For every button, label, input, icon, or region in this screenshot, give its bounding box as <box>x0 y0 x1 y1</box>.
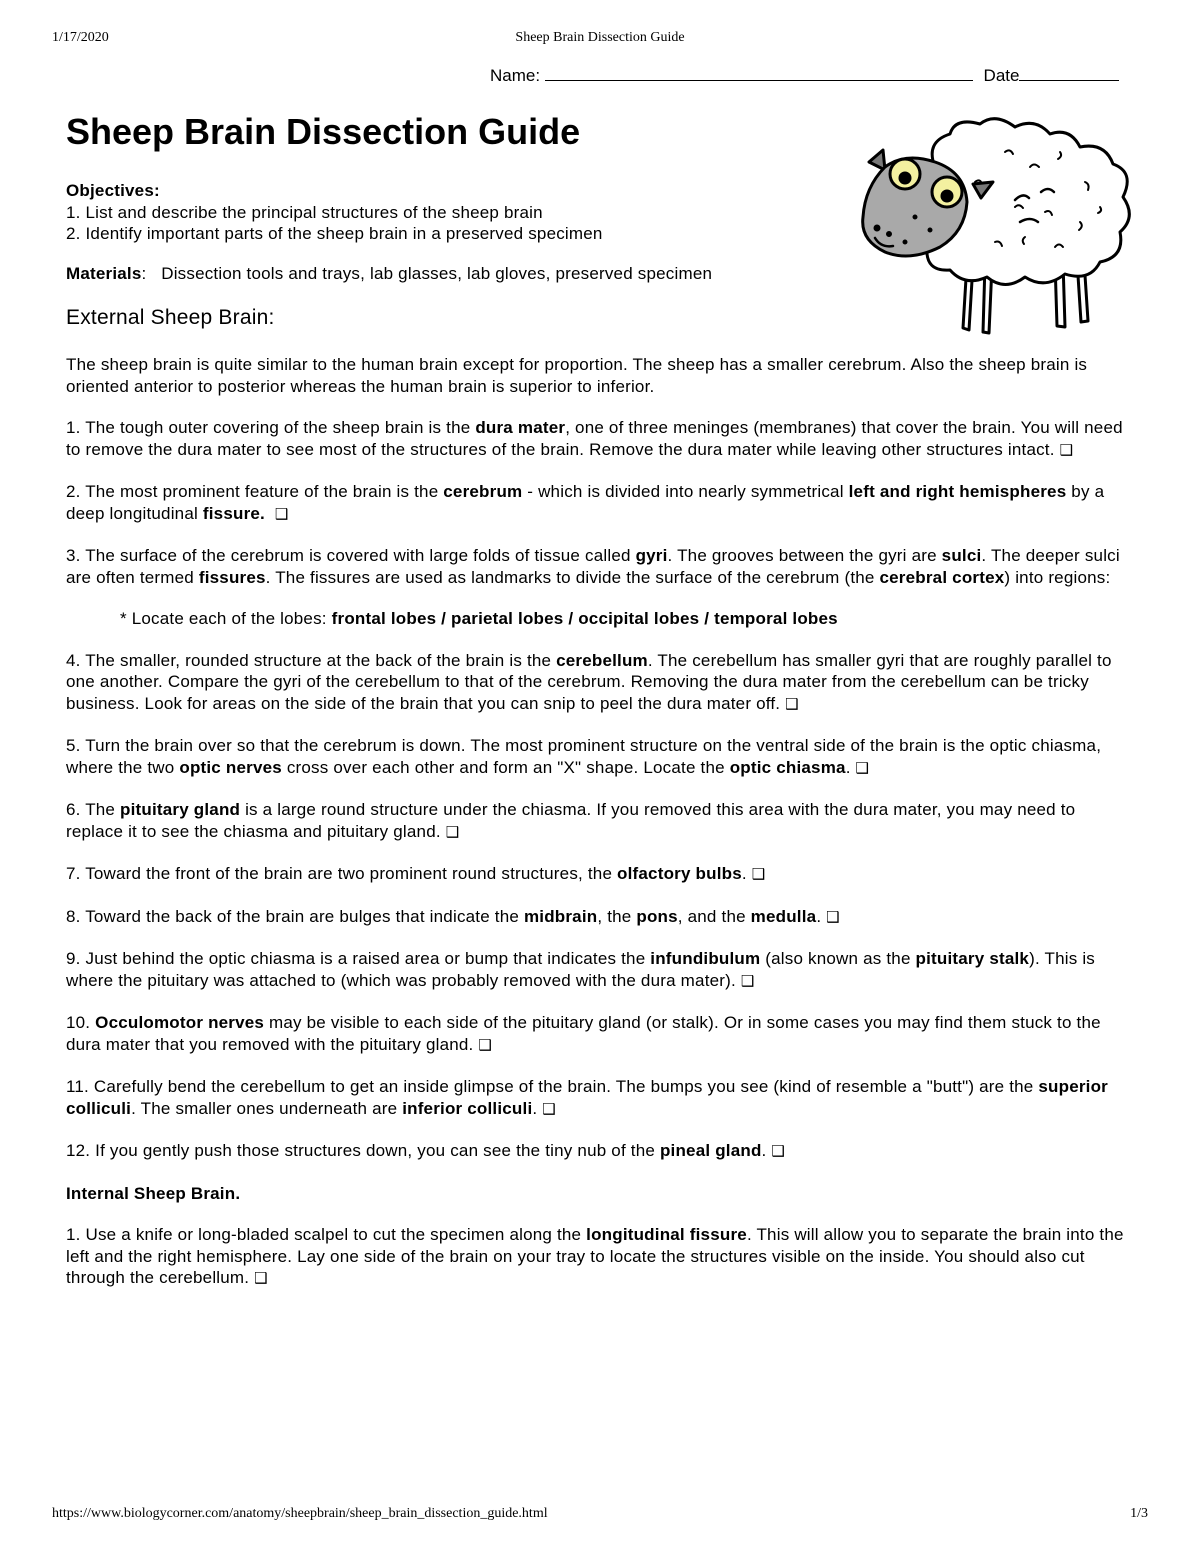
step-2: 2. The most prominent feature of the brain is the cerebrum - which is divided into nearly symmetrical left and right hemispheres by a deep longitudinal fissure. ❑ <box>66 482 1105 523</box>
external-heading: External Sheep Brain: <box>66 306 275 329</box>
checkbox-icon[interactable]: ❑ <box>751 865 766 883</box>
document-body <box>66 108 1136 1290</box>
checkbox-icon[interactable]: ❑ <box>1059 440 1074 459</box>
step-11: 11. Carefully bend the cerebellum to get an inside glimpse of the brain. The bumps you see (kind of resemble a "butt") are the superior colliculi. The smaller ones underneath are inferior colliculi. ❑ <box>66 1077 1108 1118</box>
step-8: 8. Toward the back of the brain are bulges that indicate the midbrain, the pons, and the medulla. ❑ <box>66 906 840 926</box>
checkbox-icon[interactable]: ❑ <box>445 822 460 841</box>
date-field[interactable] <box>1019 66 1119 81</box>
step-3: 3. The surface of the cerebrum is covered with large folds of tissue called gyri. The grooves between the gyri are sulci. The deeper sulci are often termed fissures. The fissures are used as landmarks to divide the surface of the cerebrum (the cerebral cortex) into regions: <box>66 546 1120 587</box>
print-title: Sheep Brain Dissection Guide <box>515 30 685 45</box>
step-10: 10. Occulomotor nerves may be visible to each side of the pituitary gland (or stalk). Or in some cases you may find them stuck to the dura mater that you removed with the pituitary gland. ❑ <box>66 1013 1101 1054</box>
internal-step-1: 1. Use a knife or long-bladed scalpel to cut the specimen along the longitudinal fissure. This will allow you to separate the brain into the left and the right hemisphere. Lay one side of the brain on your tray to locate the structures visible on the inside. You should also cut through the cerebellum. ❑ <box>66 1225 1124 1287</box>
page-number: 1/3 <box>1130 1506 1148 1521</box>
objective-item: 1. List and describe the principal structures of the sheep brain <box>66 202 543 222</box>
checkbox-icon[interactable]: ❑ <box>542 1099 556 1118</box>
step-1: 1. The tough outer covering of the sheep brain is the dura mater, one of three meninges (membranes) that cover the brain. You will need to remove the dura mater to see most of the structures of the brain. Remove the dura mater while leaving other structures intact. ❑ <box>66 418 1123 459</box>
checkbox-icon[interactable]: ❑ <box>478 1035 493 1054</box>
materials-section: Materials: Dissection tools and trays, lab glasses, lab gloves, preserved specimen <box>66 263 713 283</box>
page-title: Sheep Brain Dissection Guide <box>66 111 581 152</box>
materials-text: Dissection tools and trays, lab glasses, lab gloves, preserved specimen <box>161 263 713 283</box>
step-6: 6. The pituitary gland is a large round structure under the chiasma. If you removed this area with the dura mater, you may need to replace it to see the chiasma and pituitary gland. ❑ <box>66 800 1076 841</box>
print-footer <box>0 1506 1200 1526</box>
checkbox-icon[interactable]: ❑ <box>274 504 289 523</box>
checkbox-icon[interactable]: ❑ <box>254 1269 268 1287</box>
checkbox-icon[interactable]: ❑ <box>785 694 799 713</box>
intro-paragraph: The sheep brain is quite similar to the human brain except for proportion. The sheep has a smaller cerebrum. Also the sheep brain is oriented anterior to posterior whereas the human brain is superior to inferior. <box>66 355 1088 396</box>
date-label: Date <box>983 66 1020 85</box>
name-date-line <box>490 66 1119 86</box>
step-7: 7. Toward the front of the brain are two prominent round structures, the olfactory bulbs. ❑ <box>66 864 766 883</box>
name-field[interactable] <box>545 66 973 81</box>
materials-label: Materials <box>66 263 142 283</box>
print-header <box>0 30 1200 50</box>
print-date: 1/17/2020 <box>52 30 109 45</box>
checkbox-icon[interactable]: ❑ <box>771 1142 786 1160</box>
step-9: 9. Just behind the optic chiasma is a raised area or bump that indicates the infundibulum (also known as the pituitary stalk). This is where the pituitary was attached to (which was probably removed with the dura mater). ❑ <box>66 949 1095 990</box>
step-12: 12. If you gently push those structures down, you can see the tiny nub of the pineal gland. ❑ <box>66 1141 786 1160</box>
checkbox-icon[interactable]: ❑ <box>855 758 870 777</box>
internal-heading: Internal Sheep Brain. <box>66 1183 241 1203</box>
name-label: Name: <box>490 66 541 85</box>
step-4: 4. The smaller, rounded structure at the back of the brain is the cerebellum. The cerebellum has smaller gyri that are roughly parallel to one another. Compare the gyri of the cerebellum to that of the cerebrum. Removing the dura mater from the cerebellum can be tricky business. Look for areas on the side of the brain that you can snip to peel the dura mater off. ❑ <box>66 650 1112 713</box>
checkbox-icon[interactable]: ❑ <box>740 971 755 990</box>
objectives-section <box>66 180 1136 245</box>
objectives-label: Objectives: <box>66 181 160 200</box>
lobes-list: * Locate each of the lobes: frontal lobes / parietal lobes / occipital lobes / temporal lobes <box>120 609 838 628</box>
objective-item: 2. Identify important parts of the sheep brain in a preserved specimen <box>66 224 603 243</box>
print-url: https://www.biologycorner.com/anatomy/sheepbrain/sheep_brain_dissection_guide.html <box>52 1506 548 1521</box>
step-5: 5. Turn the brain over so that the cerebrum is down. The most prominent structure on the ventral side of the brain is the optic chiasma, where the two optic nerves cross over each other and form an "X" shape. Locate the optic chiasma. ❑ <box>66 736 1102 777</box>
checkbox-icon[interactable]: ❑ <box>826 907 840 926</box>
